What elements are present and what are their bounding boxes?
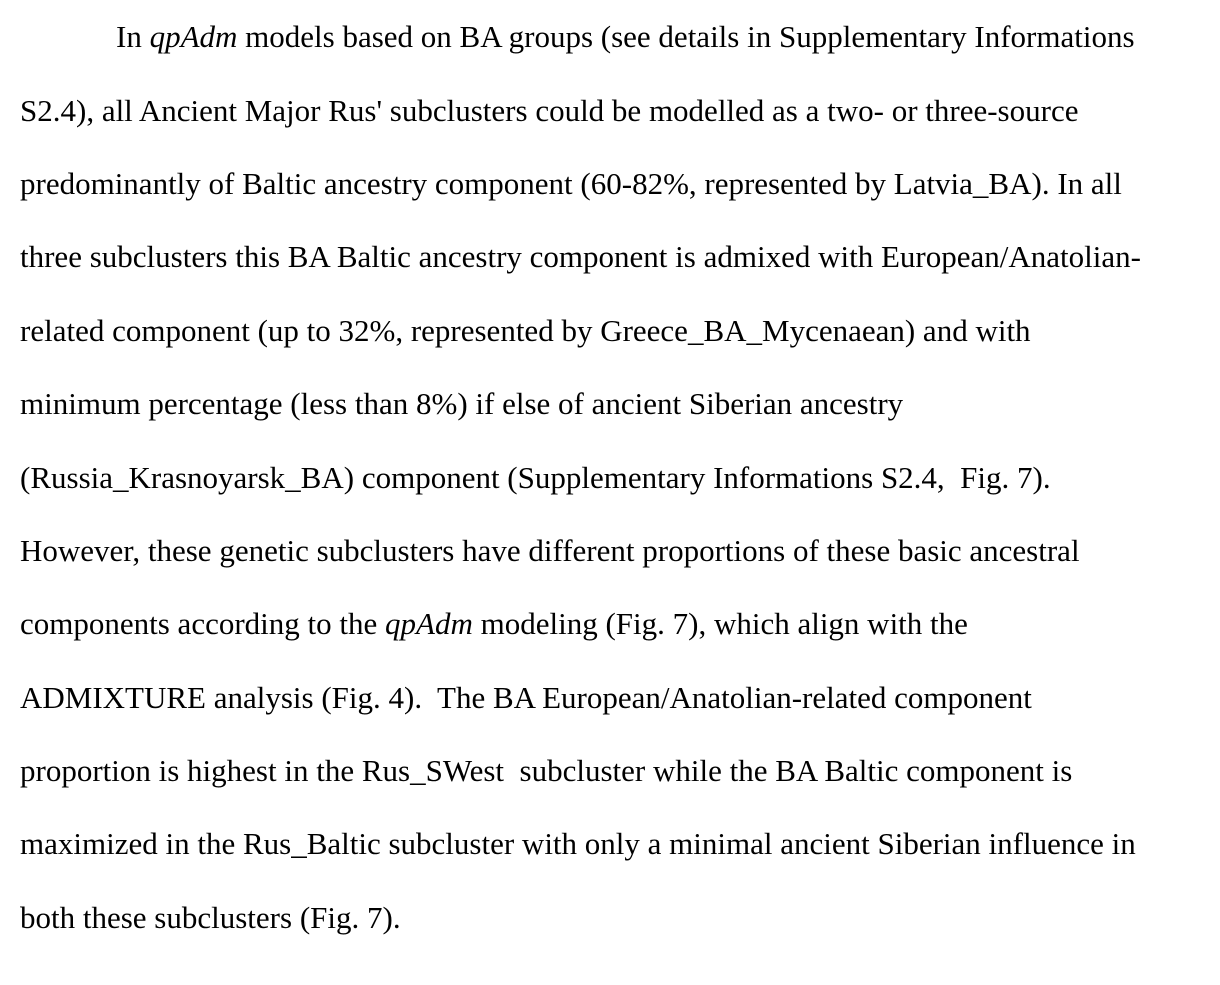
text-line-1 <box>116 17 1135 57</box>
text-line-1-start: In <box>116 19 150 54</box>
italic-term-qpadm: qpAdm <box>149 19 238 54</box>
text-line-5: related component (up to 32%, represented by Greece_BA_Mycenaean) and with <box>20 313 1031 348</box>
italic-term-qpadm: qpAdm <box>385 606 473 641</box>
text-line-9 <box>20 604 968 644</box>
text-line-4: three subclusters this BA Baltic ancestry component is admixed with European/Anatolian- <box>20 239 1141 274</box>
text-line-11: proportion is highest in the Rus_SWest subcluster while the BA Baltic component is <box>20 753 1073 788</box>
text-line-6: minimum percentage (less than 8%) if else of ancient Siberian ancestry <box>20 386 904 421</box>
text-line-10: ADMIXTURE analysis (Fig. 4). The BA European/Anatolian-related component <box>20 680 1032 715</box>
text-line-9-start: components according to the <box>20 606 386 641</box>
text-line-12: maximized in the Rus_Baltic subcluster with only a minimal ancient Siberian influence in <box>20 826 1136 861</box>
text-line-2: S2.4), all Ancient Major Rus' subclusters could be modelled as a two- or three-source <box>20 93 1079 128</box>
text-line-3: predominantly of Baltic ancestry component (60-82%, represented by Latvia_BA). In all <box>20 166 1122 201</box>
text-line-7: (Russia_Krasnoyarsk_BA) component (Supplementary Informations S2.4, Fig. 7). <box>20 460 1051 495</box>
text-line-8: However, these genetic subclusters have different proportions of these basic ancestral <box>20 533 1080 568</box>
text-line-9-end: modeling (Fig. 7), which align with the <box>472 606 968 641</box>
text-line-13: both these subclusters (Fig. 7). <box>20 900 401 935</box>
text-line-1-end: models based on BA groups (see details in Supplementary Informations <box>237 19 1135 54</box>
